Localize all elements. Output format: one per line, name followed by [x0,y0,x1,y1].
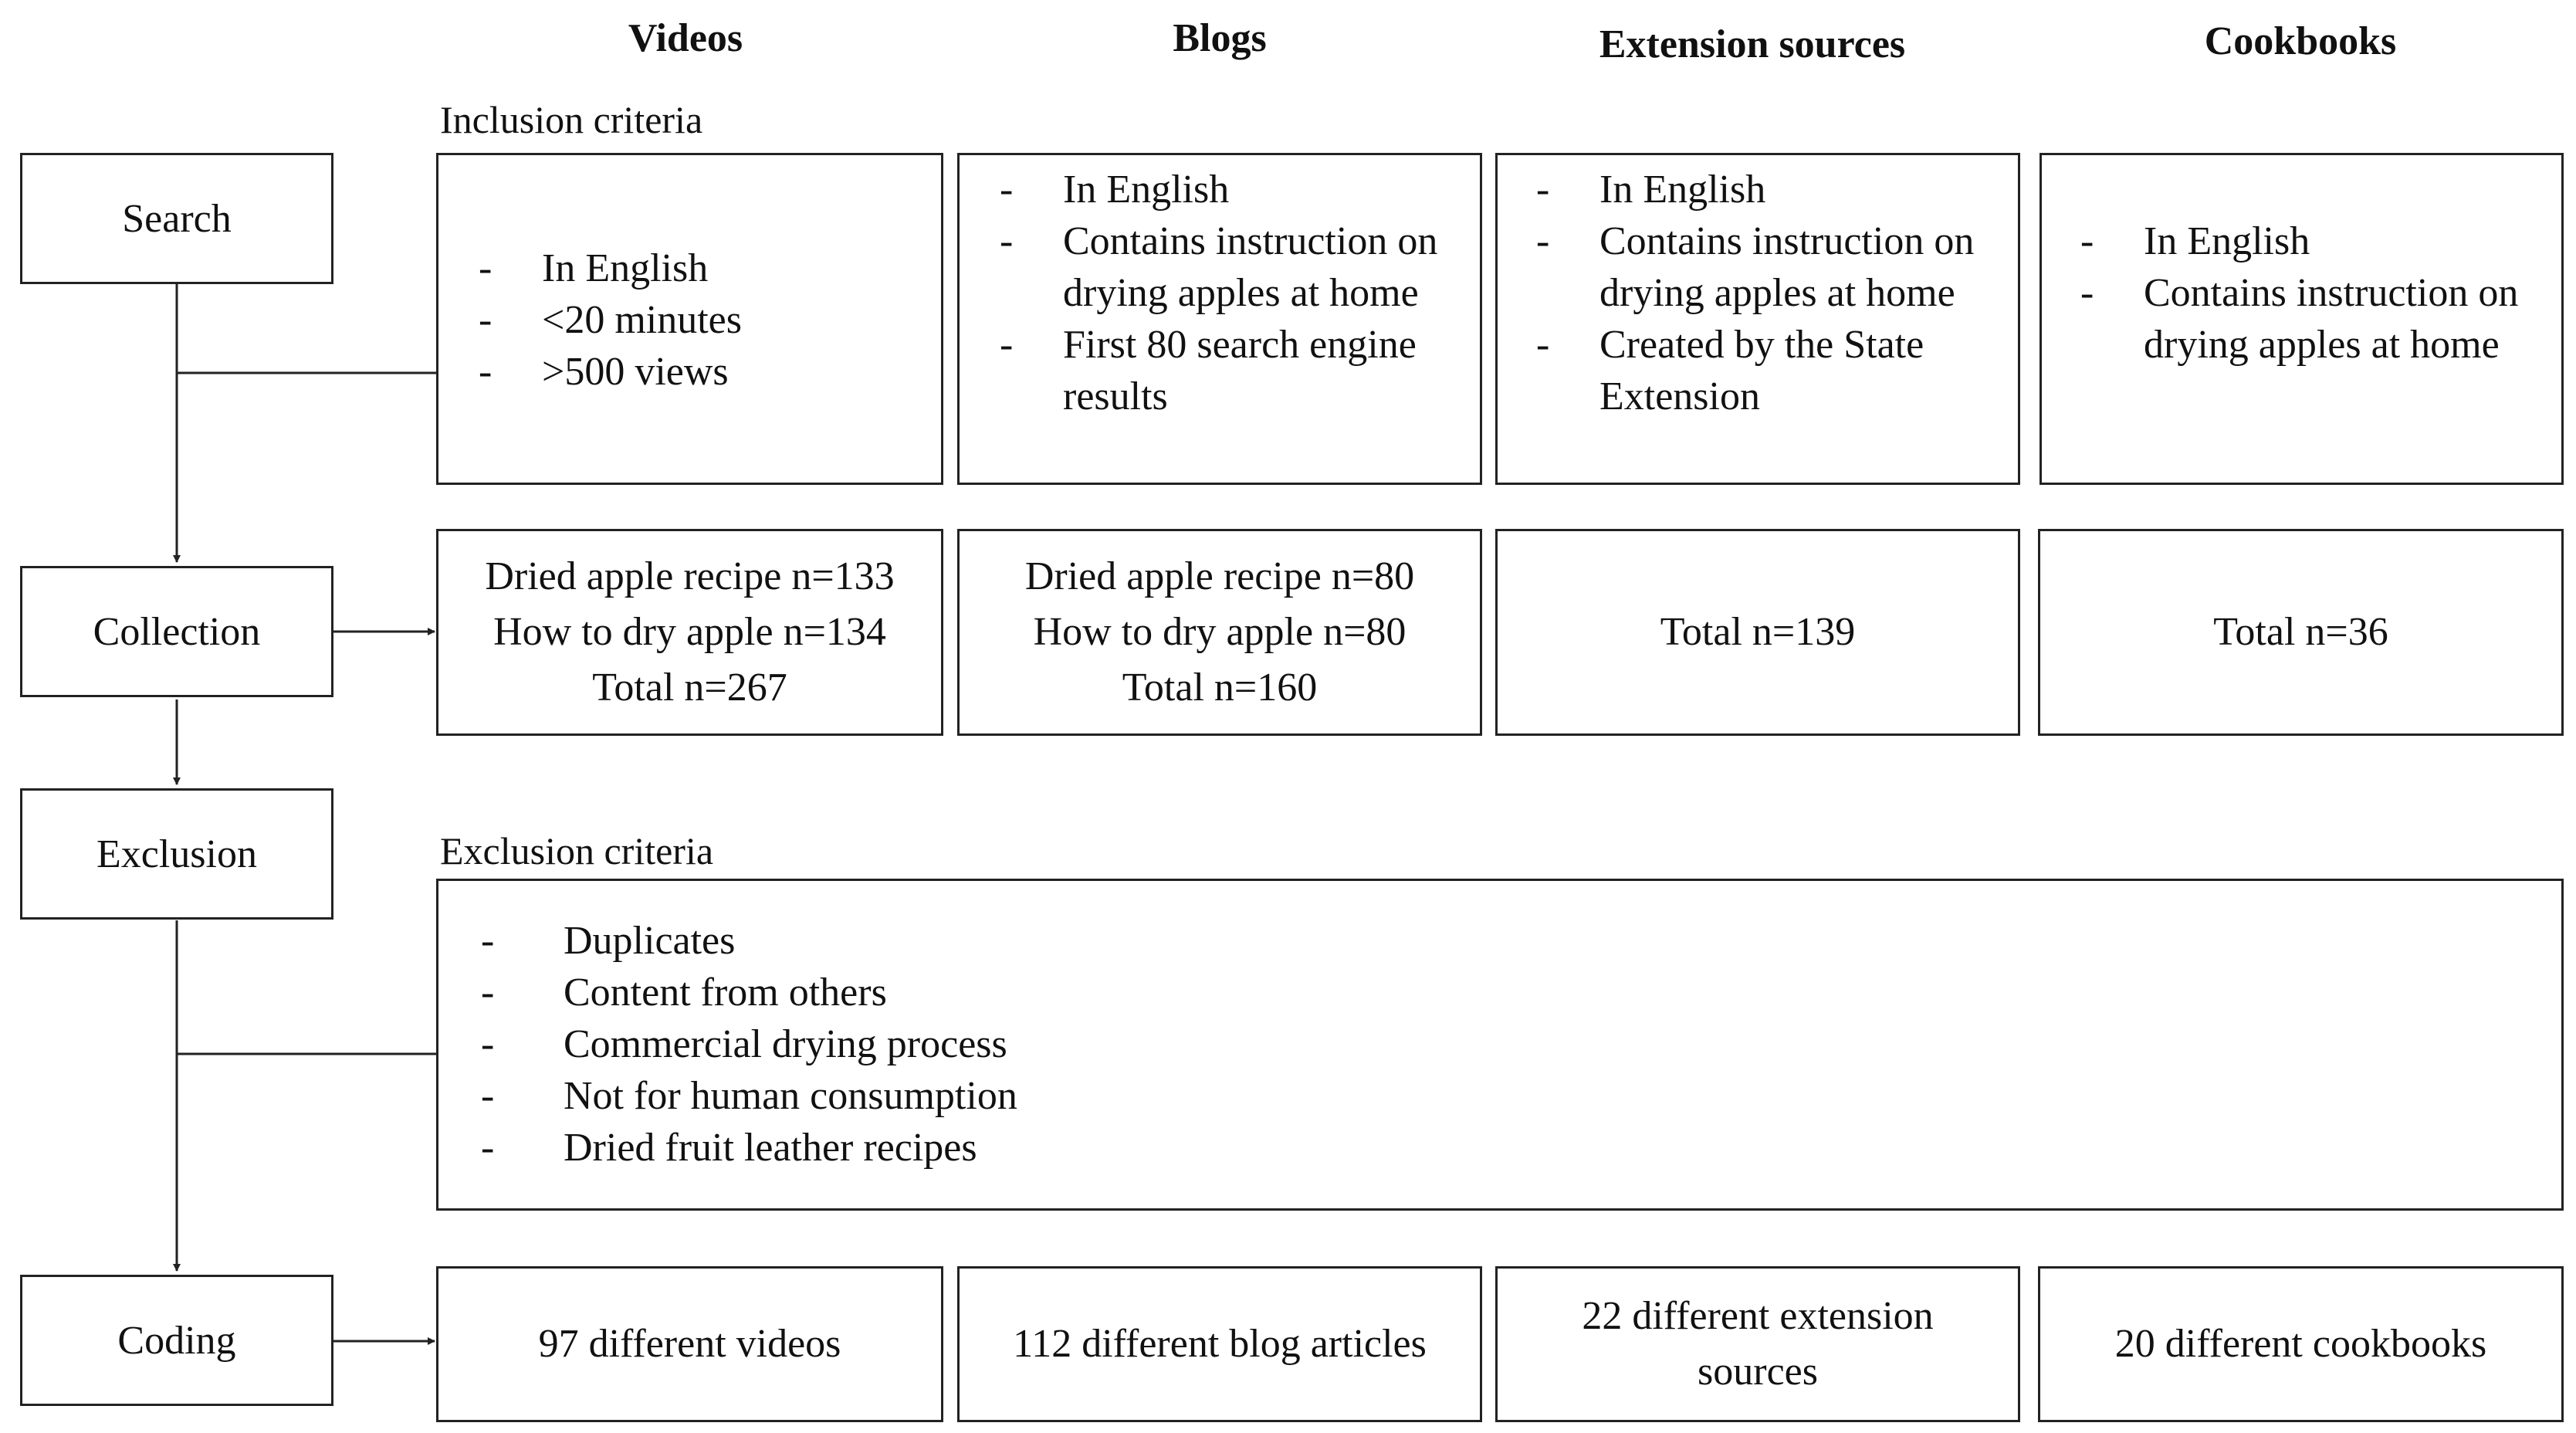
collection-blogs-line: Dried apple recipe n=80 [1024,554,1415,598]
inclusion-cookbooks [2039,153,2564,485]
inclusion-extension-item: - Contains instruction on drying apples at home [1536,215,1999,319]
coding-cookbooks [2038,1266,2564,1422]
exclusion-item: - Dried fruit leather recipes [481,1122,1562,1174]
stage-collection: Collection [20,566,333,697]
inclusion-blogs-item: - First 80 search engine results [1000,319,1463,422]
collection-cookbooks-total: Total n=36 [2213,610,2388,654]
inclusion-extension-item: - Created by the State Extension [1536,319,1999,422]
collection-videos-total: Total n=267 [592,666,787,710]
column-header-videos: Videos [628,16,743,60]
stage-coding: Coding [20,1275,333,1406]
collection-blogs-total: Total n=160 [1122,666,1318,710]
inclusion-criteria-label: Inclusion criteria [440,98,703,141]
inclusion-blogs-item: - Contains instruction on drying apples at home [1000,215,1463,319]
exclusion-criteria-box [436,879,2564,1211]
column-header-blogs: Blogs [1173,16,1267,60]
stage-exclusion: Exclusion [20,788,333,920]
collection-videos-line: How to dry apple n=134 [493,610,886,654]
inclusion-cookbooks-item: - Contains instruction on drying apples at home [2080,267,2544,371]
coding-extension-text: 22 different extension sources [1582,1294,1934,1394]
stage-search: Search [20,153,333,284]
column-header-cookbooks: Cookbooks [2204,19,2397,63]
inclusion-blogs [957,153,1482,485]
collection-blogs [957,529,1482,736]
collection-blogs-line: How to dry apple n=80 [1033,610,1406,654]
inclusion-extension-item: - In English [1536,164,1999,215]
collection-cookbooks [2038,529,2564,736]
inclusion-videos-item: - >500 views [479,346,911,398]
coding-blogs [957,1266,1482,1422]
exclusion-item: - Content from others [481,967,1562,1018]
collection-extension [1495,529,2020,736]
inclusion-videos-item: - In English [479,242,911,294]
exclusion-criteria-label: Exclusion criteria [440,829,714,872]
column-header-extension: Extension sources [1599,22,1906,66]
coding-extension [1495,1266,2020,1422]
inclusion-blogs-item: - In English [1000,164,1463,215]
collection-extension-total: Total n=139 [1660,610,1856,654]
exclusion-item: - Not for human consumption [481,1070,1562,1122]
inclusion-extension [1495,153,2020,485]
coding-blogs-text: 112 different blog articles [1013,1322,1427,1366]
coding-videos-text: 97 different videos [538,1322,841,1366]
coding-videos [436,1266,943,1422]
collection-videos [436,529,943,736]
exclusion-item: - Commercial drying process [481,1018,1562,1070]
inclusion-cookbooks-item: - In English [2080,215,2544,267]
exclusion-item: - Duplicates [481,915,1562,967]
inclusion-videos-item: - <20 minutes [479,294,911,346]
collection-videos-line: Dried apple recipe n=133 [485,554,895,598]
inclusion-videos [436,153,943,485]
coding-cookbooks-text: 20 different cookbooks [2114,1322,2487,1366]
